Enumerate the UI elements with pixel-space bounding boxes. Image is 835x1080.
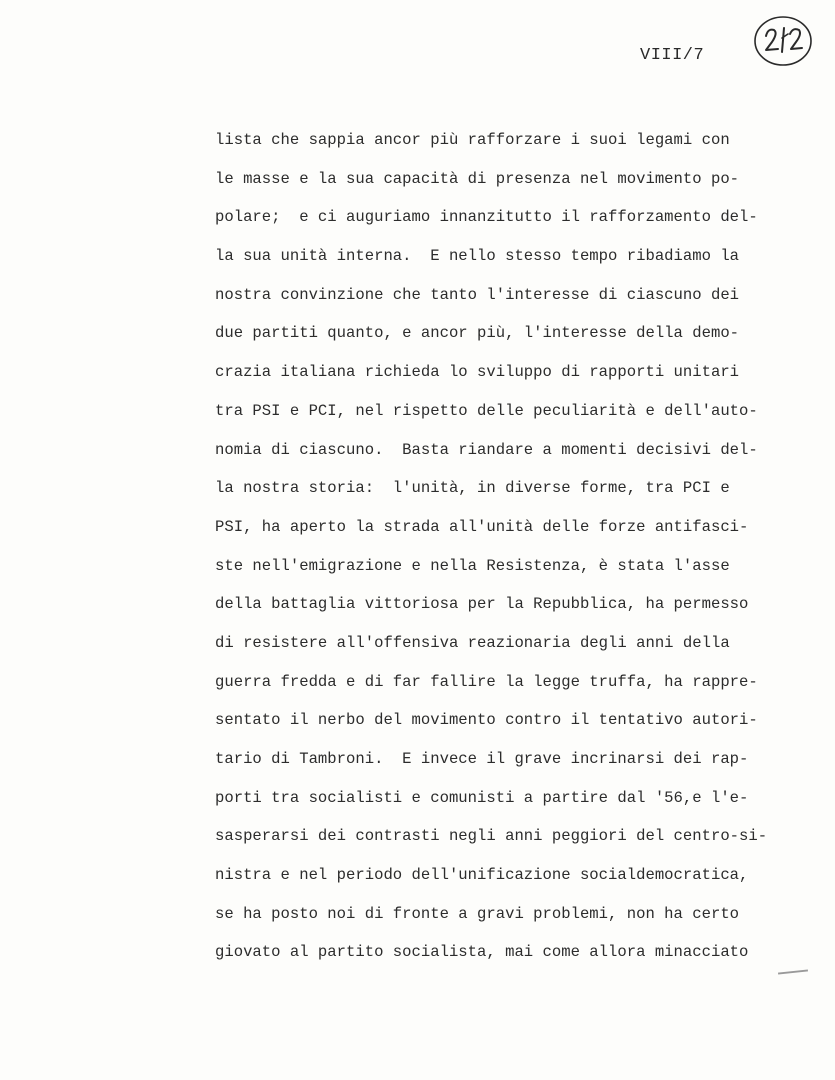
page-number: VIII/7 — [640, 46, 705, 65]
text-line-11: PSI, ha aperto la strada all'unità delle forze antifasci- — [215, 517, 749, 536]
text-line-1: lista che sappia ancor più rafforzare i suoi legami con — [215, 131, 730, 149]
text-line-5: nostra convinzione che tanto l'interesse di ciascuno dei — [215, 285, 740, 304]
text-line-15: guerra fredda e di far fallire la legge truffa, ha rappre- — [215, 672, 758, 691]
text-line-14: di resistere all'offensiva reazionaria degli anni della — [215, 633, 730, 652]
text-line-4: la sua unità interna. E nello stesso tempo ribadiamo la — [215, 247, 740, 266]
text-line-12: ste nell'emigrazione e nella Resistenza, è stata l'asse — [215, 556, 730, 575]
text-line-21: se ha posto noi di fronte a gravi problemi, non ha certo — [215, 904, 740, 923]
text-line-2: le masse e la sua capacità di presenza nel movimento po- — [215, 169, 740, 188]
text-line-20: nistra e nel periodo dell'unificazione socialdemocratica, — [215, 866, 749, 885]
text-line-9: nomia di ciascuno. Basta riandare a momenti decisivi del- — [215, 440, 758, 459]
text-line-8: tra PSI e PCI, nel rispetto delle peculiarità e dell'auto- — [215, 401, 758, 420]
text-line-16: sentato il nerbo del movimento contro il tentativo autori- — [215, 711, 758, 730]
handwritten-page-stamp — [752, 14, 814, 68]
text-line-6: due partiti quanto, e ancor più, l'interesse della demo- — [215, 324, 740, 343]
text-line-17: tario di Tambroni. E invece il grave incrinarsi dei rap- — [215, 750, 749, 768]
text-line-18: porti tra socialisti e comunisti a partire dal '56,e l'e- — [215, 788, 749, 807]
text-line-13: della battaglia vittoriosa per la Repubblica, ha permesso — [215, 595, 749, 614]
text-line-22: giovato al partito socialista, mai come allora minacciato — [215, 943, 749, 962]
text-line-10: la nostra storia: l'unità, in diverse forme, tra PCI e — [215, 479, 730, 498]
body-text — [215, 121, 815, 972]
text-line-3: polare; e ci auguriamo innanzitutto il rafforzamento del- — [215, 208, 758, 227]
text-line-7: crazia italiana richieda lo sviluppo di rapporti unitari — [215, 363, 740, 382]
text-line-19: sasperarsi dei contrasti negli anni peggiori del centro-si- — [215, 827, 768, 846]
